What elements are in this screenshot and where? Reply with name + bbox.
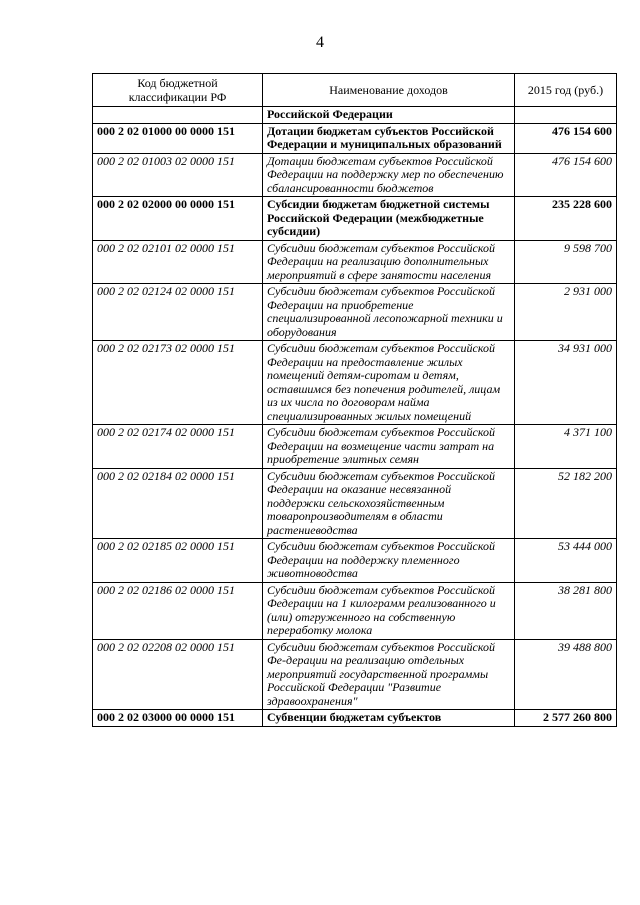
name-cell: Российской Федерации	[263, 107, 515, 124]
table-row	[93, 710, 617, 727]
amount-cell: 52 182 200	[515, 468, 617, 539]
table-body	[93, 107, 617, 727]
code-cell: 000 2 02 02101 02 0000 151	[93, 240, 263, 284]
table-row	[93, 240, 617, 284]
amount-cell: 38 281 800	[515, 582, 617, 639]
table-row	[93, 153, 617, 197]
amount-cell: 2 577 260 800	[515, 710, 617, 727]
name-cell: Субсидии бюджетам субъектов Российской Федерации на возмещение части затрат на приобретение элитных семян	[263, 425, 515, 469]
table-row	[93, 539, 617, 583]
code-cell: 000 2 02 01003 02 0000 151	[93, 153, 263, 197]
code-cell: 000 2 02 02208 02 0000 151	[93, 639, 263, 710]
amount-cell: 2 931 000	[515, 284, 617, 341]
name-cell: Субсидии бюджетам субъектов Российской Фе-дерации на реализацию отдельных мероприятий государственной программы Российской Федерации "Развитие здравоохранения"	[263, 639, 515, 710]
name-cell: Дотации бюджетам субъектов Российской Федерации на поддержку мер по обеспечению сбалансированности бюджетов	[263, 153, 515, 197]
code-cell: 000 2 02 02000 00 0000 151	[93, 197, 263, 241]
amount-cell: 476 154 600	[515, 153, 617, 197]
amount-cell: 39 488 800	[515, 639, 617, 710]
code-cell	[93, 107, 263, 124]
name-cell: Субсидии бюджетам субъектов Российской Федерации на предоставление жилых помещений детям-сиротам и детям, оставшимся без попечения родителей, лицам из их числа по договорам найма специализированных жилых помещений	[263, 341, 515, 425]
name-cell: Субвенции бюджетам субъектов	[263, 710, 515, 727]
table-row	[93, 468, 617, 539]
code-cell: 000 2 02 02185 02 0000 151	[93, 539, 263, 583]
name-cell: Субсидии бюджетам субъектов Российской Федерации на реализацию дополнительных мероприятий в сфере занятости населения	[263, 240, 515, 284]
amount-cell: 34 931 000	[515, 341, 617, 425]
name-cell: Субсидии бюджетам субъектов Российской Федерации на оказание несвязанной поддержки сельскохозяйственным товаропроизводителям в области растениеводства	[263, 468, 515, 539]
page-number: 4	[316, 34, 324, 51]
amount-cell: 235 228 600	[515, 197, 617, 241]
name-cell: Субсидии бюджетам субъектов Российской Федерации на 1 килограмм реализованного и (или) отгруженного на собственную переработку молока	[263, 582, 515, 639]
code-cell: 000 2 02 03000 00 0000 151	[93, 710, 263, 727]
name-cell: Субсидии бюджетам субъектов Российской Федерации на поддержку племенного животноводства	[263, 539, 515, 583]
header-amount: 2015 год (руб.)	[515, 74, 617, 107]
table-row	[93, 197, 617, 241]
table-row	[93, 107, 617, 124]
code-cell: 000 2 02 02173 02 0000 151	[93, 341, 263, 425]
header-code: Код бюджетной классификации РФ	[93, 74, 263, 107]
code-cell: 000 2 02 02124 02 0000 151	[93, 284, 263, 341]
name-cell: Субсидии бюджетам бюджетной системы Российской Федерации (межбюджетные субсидии)	[263, 197, 515, 241]
table-row	[93, 123, 617, 153]
amount-cell	[515, 107, 617, 124]
revenue-table	[92, 73, 617, 727]
code-cell: 000 2 02 01000 00 0000 151	[93, 123, 263, 153]
code-cell: 000 2 02 02186 02 0000 151	[93, 582, 263, 639]
amount-cell: 4 371 100	[515, 425, 617, 469]
table-header-row	[93, 74, 617, 107]
code-cell: 000 2 02 02174 02 0000 151	[93, 425, 263, 469]
name-cell: Субсидии бюджетам субъектов Российской Федерации на приобретение специализированной лесопожарной техники и оборудования	[263, 284, 515, 341]
amount-cell: 476 154 600	[515, 123, 617, 153]
table-row	[93, 582, 617, 639]
table-row	[93, 341, 617, 425]
amount-cell: 9 598 700	[515, 240, 617, 284]
code-cell: 000 2 02 02184 02 0000 151	[93, 468, 263, 539]
table-row	[93, 639, 617, 710]
table-row	[93, 425, 617, 469]
header-name: Наименование доходов	[263, 74, 515, 107]
table-row	[93, 284, 617, 341]
name-cell: Дотации бюджетам субъектов Российской Федерации и муниципальных образований	[263, 123, 515, 153]
amount-cell: 53 444 000	[515, 539, 617, 583]
